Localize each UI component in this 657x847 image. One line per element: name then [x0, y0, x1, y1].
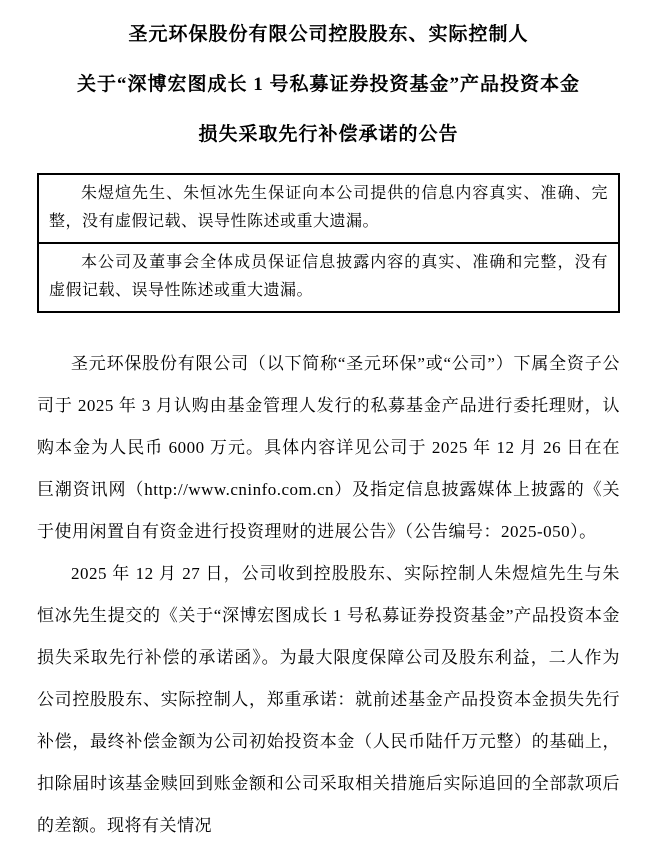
body-paragraph-2: 2025 年 12 月 27 日，公司收到控股股东、实际控制人朱煜煊先生与朱恒冰先生提交的《关于“深博宏图成长 1 号私募证券投资基金”产品投资本金损失采取先行补偿的承诺函》。为最大限度保障公司及股东利益，二人作为公司控股股东、实际控制人，郑重承诺：就前述基金产品投资本金损失先行补偿，最终补偿金额为公司初始投资本金（人民币陆仟万元整）的基础上，扣除届时该基金赎回到账金额和公司采取相关措施后实际追回的全部款项后的差额。现将有关情况 — [37, 564, 620, 835]
body-paragraph-1: 圣元环保股份有限公司（以下简称“圣元环保”或“公司”）下属全资子公司于 2025 年 3 月认购由基金管理人发行的私募基金产品进行委托理财，认购本金为人民币 6000 万元。具体内容详见公司于 2025 年 12 月 26 日在在巨潮资讯网（http://www.cninfo.com.cn）及指定信息披露媒体上披露的《关于使用闲置自有资金进行投资理财的进展公告》（公告编号：2025-050）。 — [37, 354, 620, 541]
statement-box — [37, 173, 620, 313]
shareholder-guarantee-statement: 朱煜煊先生、朱恒冰先生保证向本公司提供的信息内容真实、准确、完整，没有虚假记载、误导性陈述或重大遗漏。 — [49, 185, 608, 230]
document-body — [37, 343, 620, 847]
document-title — [37, 10, 620, 160]
title-line-2: 关于“深博宏图成长 1 号私募证券投资基金”产品投资本金 — [76, 74, 580, 95]
title-line-3: 损失采取先行补偿承诺的公告 — [198, 124, 459, 145]
title-line-1: 圣元环保股份有限公司控股股东、实际控制人 — [128, 24, 529, 45]
board-guarantee-statement: 本公司及董事会全体成员保证信息披露内容的真实、准确和完整，没有虚假记载、误导性陈述或重大遗漏。 — [39, 242, 618, 311]
